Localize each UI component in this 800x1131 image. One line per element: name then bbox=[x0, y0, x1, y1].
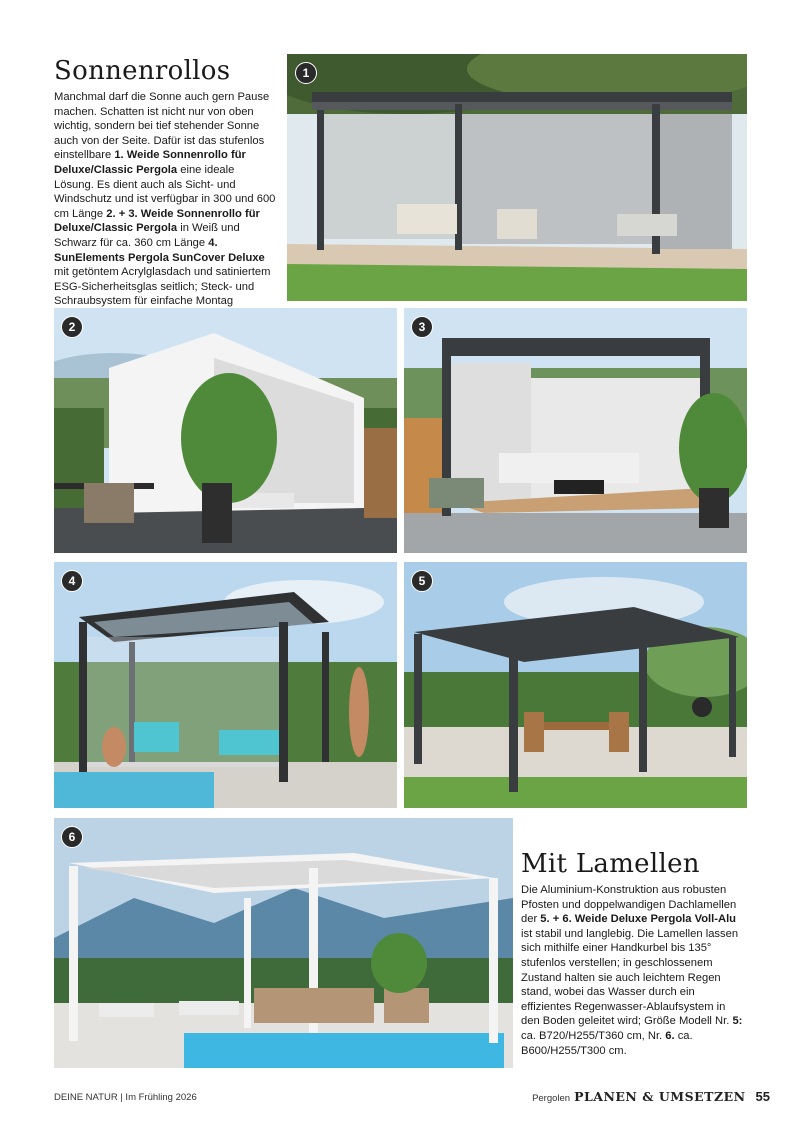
text-run: ist stabil und langlebig. Die Lamellen lassen sich mithilfe einer Handkurbel bis 135° stufenlos verstellen; in geschlossenem Zustand halten sie auch leichtem Regen stand, wobei das Wasser durch ein effizientes Regenwasser-Ablaufsystem in den Boden geleitet wird; Größe Modell Nr. bbox=[521, 927, 739, 1028]
text-run: mit getöntem Acrylglasdach und satiniertem ESG-Sicherheitsglas seitlich; Steck- und Schraubsystem für einfache Montag bbox=[54, 266, 271, 308]
photo-pergola-3 bbox=[404, 308, 747, 553]
photo-number-badge: 6 bbox=[61, 826, 83, 848]
text-run: Manchmal darf die Sonne auch gern Pause machen. Schatten ist nicht nur von oben wichtig, sondern bei tief stehender Sonne auch von der Seite. Dafür ist das stufenlos einstellbare bbox=[54, 91, 270, 162]
photo-pergola-4 bbox=[54, 562, 397, 808]
photo-pergola-1 bbox=[287, 54, 747, 301]
footer-publication: DEINE NATUR | Im Frühling 2026 bbox=[54, 1092, 197, 1103]
photo-number-badge: 5 bbox=[411, 570, 433, 592]
text-run: eine ideale Lösung. Es dient auch als Sicht- und Windschutz und ist verfügbar in 300 und 600 cm Länge bbox=[54, 163, 276, 220]
text-run: in Weiß und Schwarz für ca. 360 cm Länge bbox=[54, 222, 240, 249]
footer-section bbox=[532, 1089, 770, 1104]
text-run: ca. B600/H255/T300 cm. bbox=[521, 1029, 693, 1057]
product-name: 2. + 3. Weide Sonnenrollo für Deluxe/Classic Pergola bbox=[54, 207, 260, 235]
model-number: 6. bbox=[665, 1029, 675, 1042]
photo-number-badge: 3 bbox=[411, 316, 433, 338]
photo-number-badge: 1 bbox=[295, 62, 317, 84]
section-title-lamellen: Mit Lamellen bbox=[521, 849, 700, 879]
section-title-sonnenrollos: Sonnenrollos bbox=[54, 56, 231, 86]
section-body-lamellen bbox=[521, 883, 747, 1058]
product-name: 4. SunElements Pergola SunCover Deluxe bbox=[54, 236, 265, 264]
photo-pergola-5 bbox=[404, 562, 747, 808]
product-name: 1. Weide Sonnenrollo für Deluxe/Classic Pergola bbox=[54, 149, 246, 176]
page-number: 55 bbox=[755, 1089, 770, 1104]
model-number: 5: bbox=[732, 1015, 743, 1028]
photo-number-badge: 2 bbox=[61, 316, 83, 338]
product-name: 5. + 6. Weide Deluxe Pergola Voll-Alu bbox=[540, 913, 737, 926]
text-run: ca. B720/H255/T360 cm, Nr. bbox=[521, 1029, 666, 1042]
text-run: Die Aluminium-Konstruktion aus robusten Pfosten und doppelwandigen Dachlamellen der bbox=[521, 884, 737, 926]
footer-section-prefix: Pergolen bbox=[532, 1093, 571, 1104]
photo-pergola-6 bbox=[54, 818, 513, 1068]
section-body-sonnenrollos bbox=[54, 90, 276, 309]
footer-section-name: PLANEN & UMSETZEN bbox=[574, 1089, 746, 1104]
photo-number-badge: 4 bbox=[61, 570, 83, 592]
photo-pergola-2 bbox=[54, 308, 397, 553]
